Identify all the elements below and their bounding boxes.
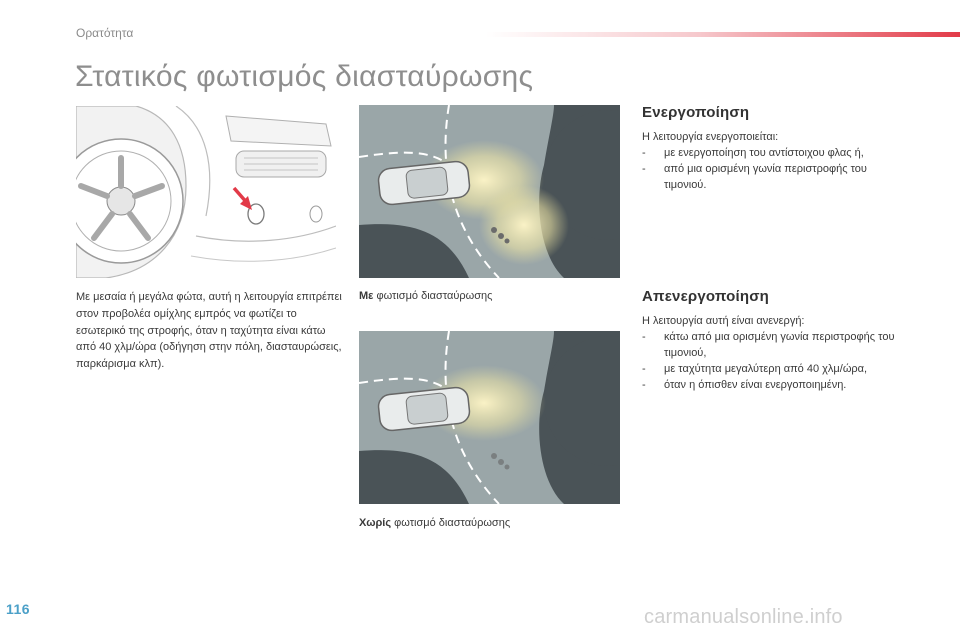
deactivation-section [642,288,912,393]
list-item-text: από μια ορισμένη γωνία περιστροφής του τιμονιού. [664,163,867,191]
header-accent-bar [486,32,960,37]
deactivation-intro: Η λειτουργία αυτή είναι ανενεργή: [642,315,805,327]
caption-with [359,290,492,302]
list-marker: - [642,147,646,159]
list-item [642,329,912,361]
list-item [642,377,912,393]
caption-with-bold: Με [359,290,374,302]
activation-section [642,104,912,193]
car-front-illustration [76,106,336,278]
page-title: Στατικός φωτισμός διασταύρωσης [75,60,534,93]
list-marker: - [642,379,646,391]
list-item-text: κάτω από μια ορισμένη γωνία περιστροφής του τιμονιού, [664,331,895,359]
caption-with-text: φωτισμό διασταύρωσης [373,290,493,302]
list-item [642,145,912,161]
without-cornering-light-illustration [359,331,620,504]
page-number: 116 [6,601,31,617]
with-cornering-light-illustration [359,105,620,278]
list-item-text: με ενεργοποίηση του αντίστοιχου φλας ή, [664,147,864,159]
intro-paragraph: Με μεσαία ή μεγάλα φώτα, αυτή η λειτουργία επιτρέπει στον προβολέα ομίχλης εμπρός να φωτίζει το εσωτερικό της στροφής, όταν η ταχύτητα είναι κάτω από 40 χλμ/ώρα (οδήγηση στην πόλη, διασταυρώσεις, παρκάρισμα κλπ). [76,291,342,371]
activation-heading: Ενεργοποίηση [642,104,750,121]
list-marker: - [642,163,646,175]
watermark: carmanualsonline.info [644,606,843,628]
list-item-text: με ταχύτητα μεγαλύτερη από 40 χλμ/ώρα, [664,363,868,375]
deactivation-heading: Απενεργοποίηση [642,288,770,305]
list-item [642,161,912,193]
caption-without-bold: Χωρίς [359,517,392,529]
caption-without-text: φωτισμό διασταύρωσης [391,517,511,529]
list-marker: - [642,331,646,343]
activation-list [642,145,912,193]
deactivation-list [642,329,912,393]
activation-intro: Η λειτουργία ενεργοποιείται: [642,131,779,143]
section-label: Ορατότητα [76,26,134,40]
caption-without [359,517,510,529]
fog-lamp-arrow-icon [234,188,252,210]
list-item-text: όταν η όπισθεν είναι ενεργοποιημένη. [664,379,847,391]
list-marker: - [642,363,646,375]
list-item [642,361,912,377]
